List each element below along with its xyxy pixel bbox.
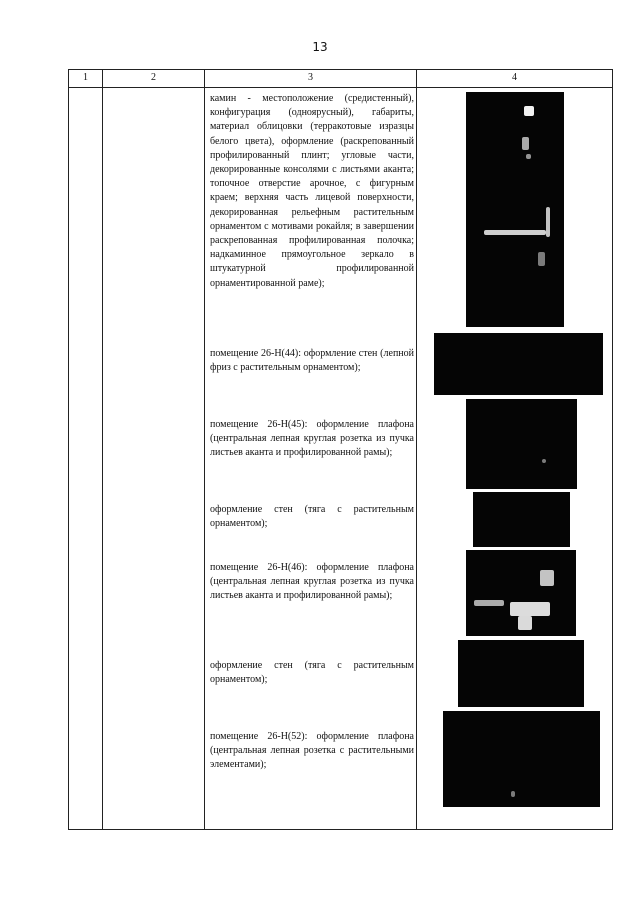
column-rule-2 — [204, 69, 205, 830]
description-room-46-ceiling: помещение 26-Н(46): оформление плафона (центральная лепная круглая розетка из пучка листьев аканта и профилированной рамы); — [210, 562, 414, 602]
column-rule-1 — [102, 69, 103, 830]
column-header-3: 3 — [308, 72, 313, 83]
table-header-rule — [68, 87, 613, 88]
column-header-1: 1 — [83, 72, 88, 83]
table-border-bottom — [68, 829, 613, 830]
photo-moulding-45 — [473, 492, 570, 547]
table-border-left — [68, 69, 69, 830]
table-border-top — [68, 69, 613, 70]
description-room-45-walls: оформление стен (тяга с растительным орнаментом); — [210, 504, 414, 530]
table-border-right — [612, 69, 613, 830]
photo-fireplace — [466, 92, 564, 327]
description-room-46-walls: оформление стен (тяга с растительным орнаментом); — [210, 660, 414, 686]
photo-rosette-45 — [466, 399, 577, 489]
description-room-44: помещение 26-Н(44): оформление стен (лепной фриз с растительным орнаментом); — [210, 348, 414, 374]
column-header-2: 2 — [151, 72, 156, 83]
column-header-4: 4 — [512, 72, 517, 83]
photo-rosette-46 — [466, 550, 576, 636]
photo-moulding-46 — [458, 640, 584, 707]
column-rule-3 — [416, 69, 417, 830]
photo-frieze — [434, 333, 603, 395]
page-number: 13 — [312, 40, 328, 54]
photo-rosette-52 — [443, 711, 600, 807]
description-room-45-ceiling: помещение 26-Н(45): оформление плафона (центральная лепная круглая розетка из пучка листьев аканта и профилированной рамы); — [210, 419, 414, 459]
description-fireplace: камин - местоположение (средистенный), конфигурация (одноярусный), габариты, материал облицовки (терракотовые изразцы белого цвета), оформление (раскрепованный профилированный плинт; угловые части, декорированные консолями с листьями аканта; топочное отверстие арочное, с фигурным краем; верхняя часть лицевой поверхности, декорированная рельефным растительным орнаментом с мотивами рокайля; в завершении раскрепованная профилированная полочка; надкаминное прямоугольное зеркало в штукатурной профилированной орнаментированной раме); — [210, 93, 414, 289]
description-room-52-ceiling: помещение 26-Н(52): оформление плафона (центральная лепная розетка с растительными элементами); — [210, 731, 414, 771]
